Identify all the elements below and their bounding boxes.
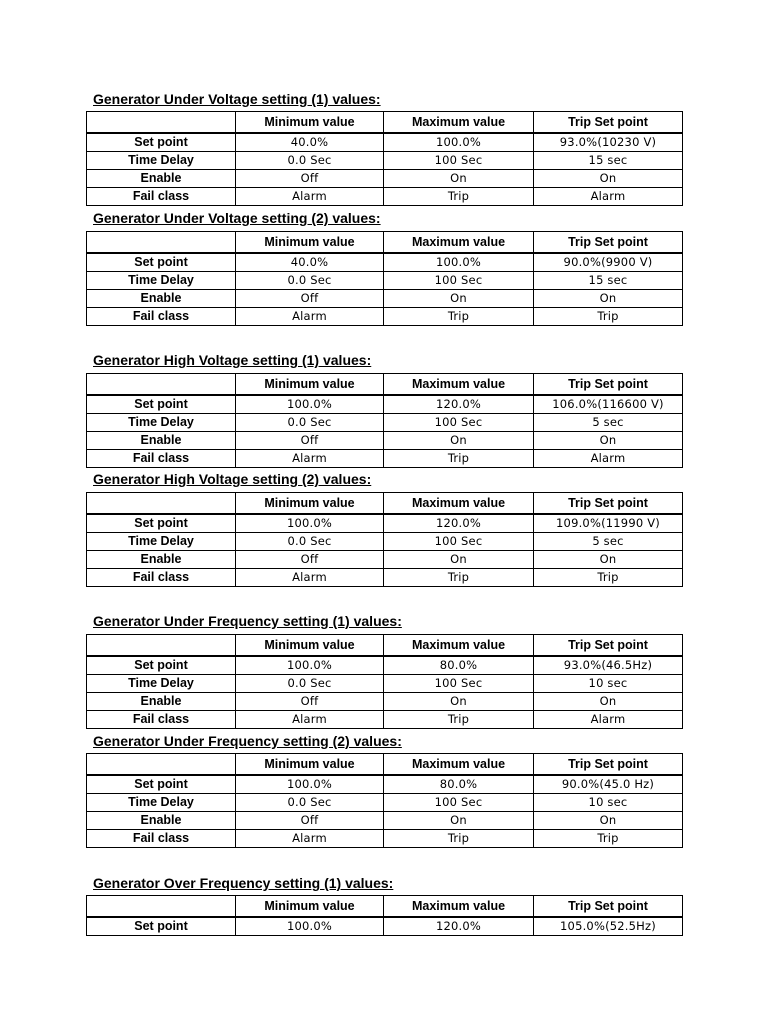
table-row bbox=[87, 830, 683, 848]
section-title: Generator Under Frequency setting (2) values: bbox=[93, 733, 402, 749]
trip-set-point-cell: Trip bbox=[534, 308, 683, 326]
table-row bbox=[87, 152, 683, 170]
row-label: Set point bbox=[87, 917, 236, 936]
table-row bbox=[87, 569, 683, 587]
maximum-value-cell: On bbox=[384, 551, 534, 569]
header-trip-set-point: Trip Set point bbox=[534, 112, 683, 134]
minimum-value-cell: 100.0% bbox=[236, 656, 384, 675]
row-label: Fail class bbox=[87, 569, 236, 587]
header-maximum-value: Maximum value bbox=[384, 232, 534, 254]
table-row bbox=[87, 253, 683, 272]
trip-set-point-cell: Alarm bbox=[534, 711, 683, 729]
minimum-value-cell: Off bbox=[236, 812, 384, 830]
table-row bbox=[87, 133, 683, 152]
header-maximum-value: Maximum value bbox=[384, 635, 534, 657]
trip-set-point-cell: 10 sec bbox=[534, 675, 683, 693]
trip-set-point-cell: Trip bbox=[534, 830, 683, 848]
row-label: Fail class bbox=[87, 188, 236, 206]
minimum-value-cell: 100.0% bbox=[236, 514, 384, 533]
maximum-value-cell: On bbox=[384, 432, 534, 450]
table-row bbox=[87, 794, 683, 812]
row-label: Fail class bbox=[87, 308, 236, 326]
row-label: Fail class bbox=[87, 450, 236, 468]
section-title: Generator Under Voltage setting (1) values: bbox=[93, 91, 381, 107]
row-label: Set point bbox=[87, 133, 236, 152]
header-maximum-value: Maximum value bbox=[384, 896, 534, 918]
maximum-value-cell: 120.0% bbox=[384, 395, 534, 414]
settings-table bbox=[86, 373, 683, 468]
table-header-row bbox=[87, 754, 683, 776]
table-header-row bbox=[87, 112, 683, 134]
section-title: Generator Under Frequency setting (1) values: bbox=[93, 613, 402, 629]
minimum-value-cell: Alarm bbox=[236, 569, 384, 587]
maximum-value-cell: Trip bbox=[384, 569, 534, 587]
minimum-value-cell: Off bbox=[236, 170, 384, 188]
header-trip-set-point: Trip Set point bbox=[534, 232, 683, 254]
minimum-value-cell: Alarm bbox=[236, 308, 384, 326]
row-label: Fail class bbox=[87, 830, 236, 848]
header-minimum-value: Minimum value bbox=[236, 754, 384, 776]
table-header-row bbox=[87, 374, 683, 396]
row-label: Enable bbox=[87, 551, 236, 569]
maximum-value-cell: Trip bbox=[384, 188, 534, 206]
header-maximum-value: Maximum value bbox=[384, 112, 534, 134]
maximum-value-cell: 100.0% bbox=[384, 253, 534, 272]
minimum-value-cell: Off bbox=[236, 551, 384, 569]
row-label: Time Delay bbox=[87, 414, 236, 432]
trip-set-point-cell: 5 sec bbox=[534, 533, 683, 551]
table-row bbox=[87, 414, 683, 432]
minimum-value-cell: 0.0 Sec bbox=[236, 533, 384, 551]
header-trip-set-point: Trip Set point bbox=[534, 754, 683, 776]
maximum-value-cell: On bbox=[384, 812, 534, 830]
minimum-value-cell: 100.0% bbox=[236, 395, 384, 414]
maximum-value-cell: 100 Sec bbox=[384, 675, 534, 693]
row-label: Enable bbox=[87, 170, 236, 188]
maximum-value-cell: 100 Sec bbox=[384, 272, 534, 290]
trip-set-point-cell: 106.0%(116600 V) bbox=[534, 395, 683, 414]
minimum-value-cell: 100.0% bbox=[236, 775, 384, 794]
row-label: Fail class bbox=[87, 711, 236, 729]
maximum-value-cell: Trip bbox=[384, 450, 534, 468]
table-row bbox=[87, 290, 683, 308]
table-header-row bbox=[87, 635, 683, 657]
row-label: Enable bbox=[87, 812, 236, 830]
trip-set-point-cell: 10 sec bbox=[534, 794, 683, 812]
header-blank-cell bbox=[87, 232, 236, 254]
header-trip-set-point: Trip Set point bbox=[534, 374, 683, 396]
table-row bbox=[87, 775, 683, 794]
trip-set-point-cell: 5 sec bbox=[534, 414, 683, 432]
maximum-value-cell: Trip bbox=[384, 830, 534, 848]
maximum-value-cell: 100.0% bbox=[384, 133, 534, 152]
minimum-value-cell: 0.0 Sec bbox=[236, 272, 384, 290]
settings-table bbox=[86, 634, 683, 729]
trip-set-point-cell: 15 sec bbox=[534, 152, 683, 170]
table-row bbox=[87, 450, 683, 468]
minimum-value-cell: 40.0% bbox=[236, 133, 384, 152]
table-row bbox=[87, 170, 683, 188]
row-label: Time Delay bbox=[87, 675, 236, 693]
table-header-row bbox=[87, 232, 683, 254]
maximum-value-cell: 80.0% bbox=[384, 656, 534, 675]
settings-table bbox=[86, 231, 683, 326]
minimum-value-cell: 40.0% bbox=[236, 253, 384, 272]
minimum-value-cell: 0.0 Sec bbox=[236, 414, 384, 432]
header-maximum-value: Maximum value bbox=[384, 374, 534, 396]
minimum-value-cell: 100.0% bbox=[236, 917, 384, 936]
header-blank-cell bbox=[87, 896, 236, 918]
trip-set-point-cell: On bbox=[534, 432, 683, 450]
section-title: Generator High Voltage setting (2) values: bbox=[93, 471, 372, 487]
row-label: Enable bbox=[87, 693, 236, 711]
row-label: Set point bbox=[87, 253, 236, 272]
table-row bbox=[87, 395, 683, 414]
trip-set-point-cell: 105.0%(52.5Hz) bbox=[534, 917, 683, 936]
header-blank-cell bbox=[87, 493, 236, 515]
trip-set-point-cell: Alarm bbox=[534, 450, 683, 468]
header-blank-cell bbox=[87, 374, 236, 396]
maximum-value-cell: 100 Sec bbox=[384, 414, 534, 432]
minimum-value-cell: Off bbox=[236, 693, 384, 711]
header-blank-cell bbox=[87, 754, 236, 776]
row-label: Set point bbox=[87, 395, 236, 414]
table-row bbox=[87, 308, 683, 326]
row-label: Time Delay bbox=[87, 152, 236, 170]
table-row bbox=[87, 711, 683, 729]
trip-set-point-cell: Trip bbox=[534, 569, 683, 587]
table-row bbox=[87, 551, 683, 569]
table-row bbox=[87, 272, 683, 290]
settings-table bbox=[86, 492, 683, 587]
header-trip-set-point: Trip Set point bbox=[534, 896, 683, 918]
minimum-value-cell: 0.0 Sec bbox=[236, 794, 384, 812]
minimum-value-cell: Alarm bbox=[236, 830, 384, 848]
table-row bbox=[87, 656, 683, 675]
trip-set-point-cell: 90.0%(9900 V) bbox=[534, 253, 683, 272]
row-label: Time Delay bbox=[87, 533, 236, 551]
table-row bbox=[87, 188, 683, 206]
trip-set-point-cell: On bbox=[534, 693, 683, 711]
trip-set-point-cell: 15 sec bbox=[534, 272, 683, 290]
minimum-value-cell: 0.0 Sec bbox=[236, 152, 384, 170]
trip-set-point-cell: 90.0%(45.0 Hz) bbox=[534, 775, 683, 794]
maximum-value-cell: 100 Sec bbox=[384, 152, 534, 170]
header-trip-set-point: Trip Set point bbox=[534, 635, 683, 657]
maximum-value-cell: 100 Sec bbox=[384, 533, 534, 551]
section-title: Generator Over Frequency setting (1) values: bbox=[93, 875, 394, 891]
settings-table bbox=[86, 895, 683, 936]
header-minimum-value: Minimum value bbox=[236, 896, 384, 918]
header-maximum-value: Maximum value bbox=[384, 493, 534, 515]
header-minimum-value: Minimum value bbox=[236, 635, 384, 657]
table-row bbox=[87, 812, 683, 830]
maximum-value-cell: 100 Sec bbox=[384, 794, 534, 812]
table-row bbox=[87, 675, 683, 693]
minimum-value-cell: Alarm bbox=[236, 188, 384, 206]
trip-set-point-cell: On bbox=[534, 170, 683, 188]
header-minimum-value: Minimum value bbox=[236, 232, 384, 254]
table-row bbox=[87, 917, 683, 936]
header-blank-cell bbox=[87, 635, 236, 657]
minimum-value-cell: Alarm bbox=[236, 450, 384, 468]
maximum-value-cell: On bbox=[384, 290, 534, 308]
row-label: Time Delay bbox=[87, 794, 236, 812]
trip-set-point-cell: 109.0%(11990 V) bbox=[534, 514, 683, 533]
header-blank-cell bbox=[87, 112, 236, 134]
maximum-value-cell: Trip bbox=[384, 308, 534, 326]
maximum-value-cell: 120.0% bbox=[384, 917, 534, 936]
trip-set-point-cell: Alarm bbox=[534, 188, 683, 206]
section-title: Generator High Voltage setting (1) values: bbox=[93, 352, 372, 368]
row-label: Set point bbox=[87, 775, 236, 794]
trip-set-point-cell: On bbox=[534, 290, 683, 308]
maximum-value-cell: 80.0% bbox=[384, 775, 534, 794]
section-title: Generator Under Voltage setting (2) values: bbox=[93, 210, 381, 226]
table-header-row bbox=[87, 896, 683, 918]
trip-set-point-cell: On bbox=[534, 812, 683, 830]
row-label: Set point bbox=[87, 656, 236, 675]
table-row bbox=[87, 432, 683, 450]
table-row bbox=[87, 693, 683, 711]
settings-table bbox=[86, 753, 683, 848]
row-label: Enable bbox=[87, 290, 236, 308]
header-maximum-value: Maximum value bbox=[384, 754, 534, 776]
maximum-value-cell: Trip bbox=[384, 711, 534, 729]
trip-set-point-cell: 93.0%(10230 V) bbox=[534, 133, 683, 152]
table-row bbox=[87, 533, 683, 551]
minimum-value-cell: 0.0 Sec bbox=[236, 675, 384, 693]
header-trip-set-point: Trip Set point bbox=[534, 493, 683, 515]
trip-set-point-cell: 93.0%(46.5Hz) bbox=[534, 656, 683, 675]
settings-table bbox=[86, 111, 683, 206]
trip-set-point-cell: On bbox=[534, 551, 683, 569]
minimum-value-cell: Alarm bbox=[236, 711, 384, 729]
minimum-value-cell: Off bbox=[236, 432, 384, 450]
header-minimum-value: Minimum value bbox=[236, 374, 384, 396]
table-header-row bbox=[87, 493, 683, 515]
maximum-value-cell: On bbox=[384, 693, 534, 711]
header-minimum-value: Minimum value bbox=[236, 493, 384, 515]
row-label: Set point bbox=[87, 514, 236, 533]
table-row bbox=[87, 514, 683, 533]
row-label: Time Delay bbox=[87, 272, 236, 290]
row-label: Enable bbox=[87, 432, 236, 450]
maximum-value-cell: On bbox=[384, 170, 534, 188]
minimum-value-cell: Off bbox=[236, 290, 384, 308]
maximum-value-cell: 120.0% bbox=[384, 514, 534, 533]
header-minimum-value: Minimum value bbox=[236, 112, 384, 134]
